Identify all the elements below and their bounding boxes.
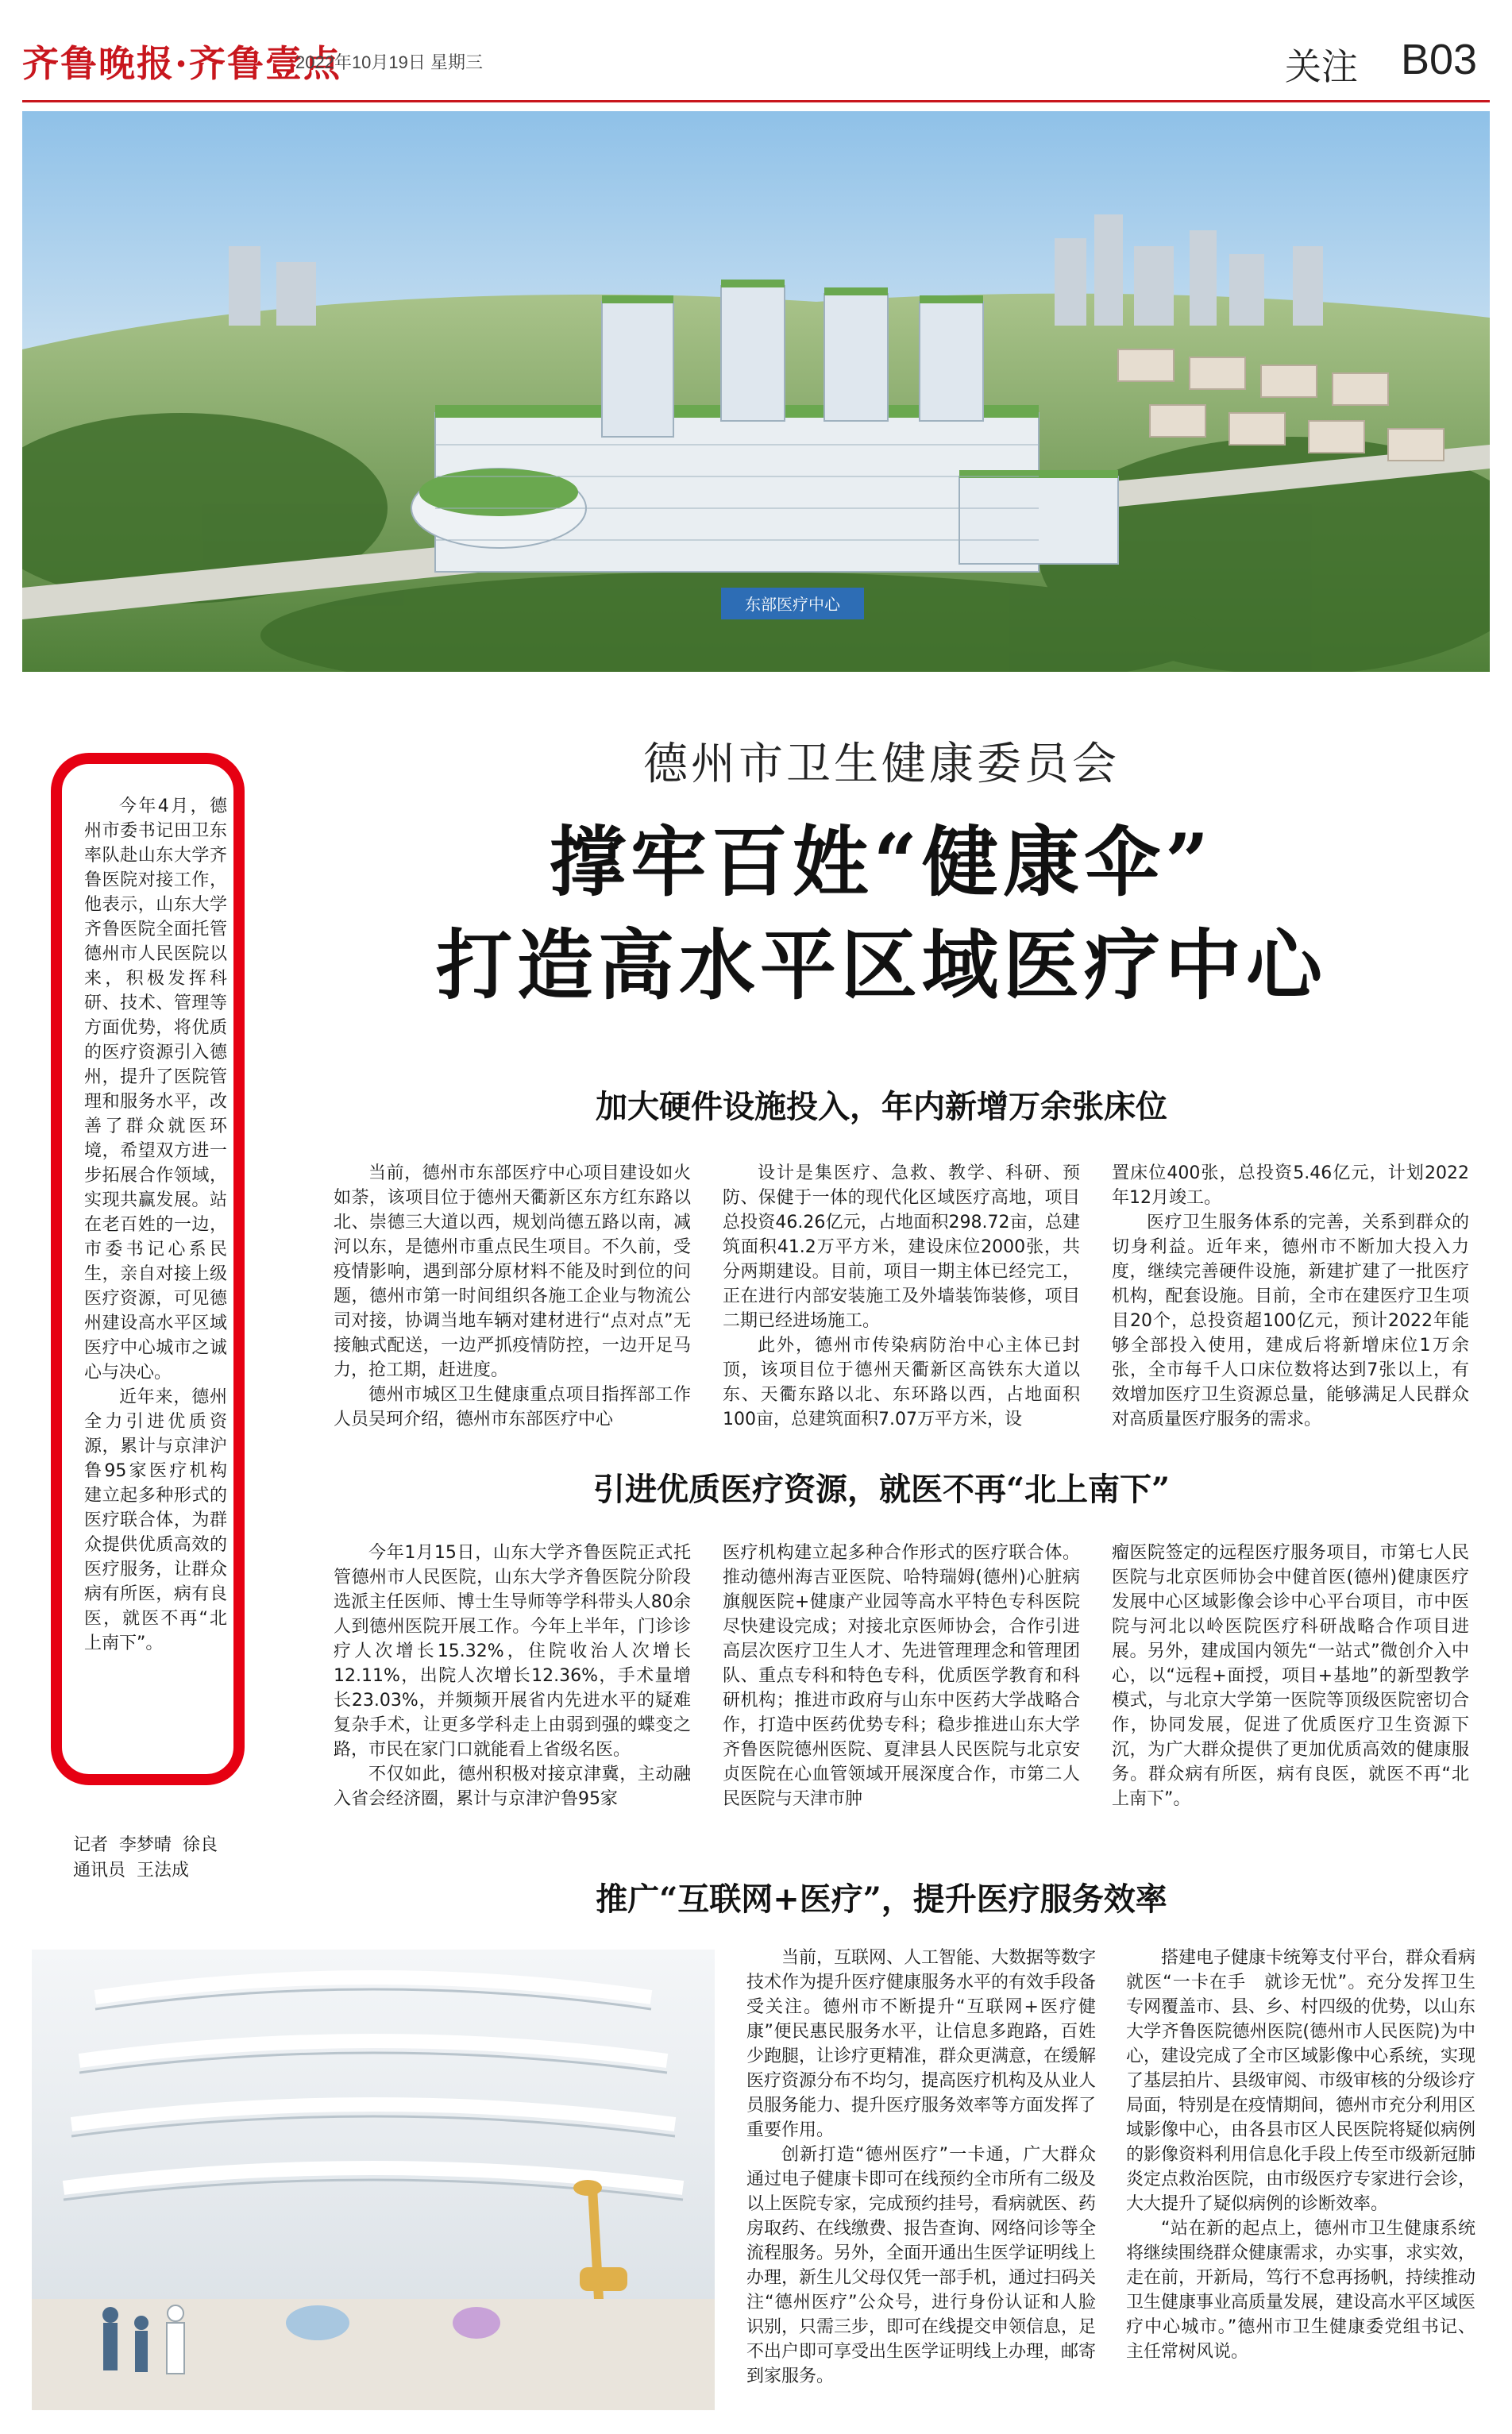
section-1-column-2 [723, 1161, 1080, 1432]
paragraph: 当前，互联网、人工智能、大数据等数字技术作为提升医疗健康服务水平的有效手段备受关注。德州市不断提升“互联网+医疗健康”便民惠民服务水平，让信息多跑路，百姓少跑腿，让诊疗更精准，群众更满意，在缓解医疗资源分布不均匀，提高医疗机构及从业人员服务能力、提升医疗服务效率等方面发挥了重要作用。 [746, 1948, 1097, 2140]
intro-sidebar-text [84, 794, 227, 1656]
section-2-column-2 [723, 1541, 1080, 1811]
paragraph: 今年1月15日，山东大学齐鲁医院正式托管德州市人民医院，山东大学齐鲁医院分阶段选派主任医师、博士生导师等学科带头人80余人到德州医院开展工作。今年上半年，门诊诊疗人次增长15.32%，住院收治人次增长12.11%，出院人次增长12.36%，手术量增长23.03%，并频频开展省内先进水平的疑难复杂手术，让更多学科走上由弱到强的蝶变之路，市民在家门口就能看上省级名医。 [334, 1543, 691, 1760]
header-rule [22, 100, 1490, 102]
byline-reporters: 记者 李梦晴 徐良 [73, 1835, 218, 1855]
issue-date: 2022年10月19日 星期三 [295, 52, 483, 72]
page-number: B03 [1401, 36, 1478, 83]
section-1-column-3 [1112, 1161, 1469, 1432]
section-2-column-1 [334, 1541, 691, 1811]
paragraph: 创新打造“德州医疗”一卡通，广大群众通过电子健康卡即可在线预约全市所有二级及以上医院专家，完成预约挂号，看病就医、药房取药、在线缴费、报告查询、网络问诊等全流程服务。另外，全面开通出生医学证明线上办理，新生儿父母仅凭一部手机，通过扫码关注“德州医疗”公众号，进行身份认证和人脸识别，只需三步，即可在线提交申领信息，足不出户即可享受出生医学证明线上办理，邮寄到家服务。 [746, 2145, 1097, 2386]
paragraph: 医疗机构建立起多种合作形式的医疗联合体。推动德州海吉亚医院、哈特瑞姆(德州)心脏病旗舰医院+健康产业园等高水平特色专科医院尽快建设完成；对接北京医师协会，合作引进高层次医疗卫生人才、先进管理理念和管理团队、重点专科和特色专科，优质医学教育和科研机构；推进市政府与山东中医药大学战略合作，打造中医药优势专科；稳步推进山东大学齐鲁医院德州医院、夏津县人民医院与北京安贞医院在心血管领域开展深度合作，市第二人民医院与天津市肿 [723, 1543, 1080, 1809]
section-name: 关注 [1285, 45, 1358, 88]
intro-paragraph: 今年4月，德州市委书记田卫东率队赴山东大学齐鲁医院对接工作，他表示，山东大学齐鲁医院全面托管德州市人民医院以来，积极发挥科研、技术、管理等方面优势，将优质的医疗资源引入德州，提升了医院管理和服务水平，改善了群众就医环境，希望双方进一步拓展合作领域，实现共赢发展。站在老百姓的一边，市委书记心系民生，亲自对接上级医疗资源，可见德州建设高水平区域医疗中心城市之诚心与决心。 [84, 797, 227, 1383]
headline-line-1: 撑牢百姓“健康伞” [549, 817, 1214, 907]
paragraph: 搭建电子健康卡统筹支付平台，群众看病就医“一卡在手 就诊无忧”。充分发挥卫生专网覆盖市、县、乡、村四级的优势，以山东大学齐鲁医院德州医院(德州市人民医院)为中心，建设完成了全市区域影像中心系统，实现了基层拍片、县级审阅、市级审核的分级诊疗局面，特别是在疫情期间，德州市充分利用区域影像中心，由各县市区人民医院将疑似病例的影像资料利用信息化手段上传至市级新冠肺炎定点救治医院，由市级医疗专家进行会诊，大大提升了疑似病例的诊断效率。 [1126, 1948, 1476, 2214]
paragraph: 当前，德州市东部医疗中心项目建设如火如荼，该项目位于德州天衢新区东方红东路以北、崇德三大道以西，规划尚德五路以南，减河以东，是德州市重点民生项目。不久前，受疫情影响，遇到部分原材料不能及时到位的问题，德州市第一时间组织各施工企业与物流公司对接，协调当地车辆对建材进行“点对点”无接触式配送，一边严抓疫情防控，一边开足马力，抢工期，赶进度。 [334, 1163, 691, 1380]
section-heading-1: 加大硬件设施投入，年内新增万余张床位 [596, 1088, 1167, 1125]
section-2-column-3 [1112, 1541, 1469, 1811]
paragraph: 德州市城区卫生健康重点项目指挥部工作人员吴珂介绍，德州市东部医疗中心 [334, 1385, 691, 1429]
paragraph: 瘤医院签定的远程医疗服务项目，市第七人民医院与北京医师协会中健首医(德州)健康医疗发展中心区域影像会诊中心平台项目，市中医院与河北以岭医院医疗科研战略合作项目进展。另外，建成国内领先“一站式”微创介入中心，以“远程+面授，项目+基地”的新型教学模式，与北京大学第一医院等顶级医院密切合作，协同发展，促进了优质医疗卫生资源下沉，为广大群众提供了更加优质高效的健康服务。群众病有所医，病有良医，就医不再“北上南下”。 [1112, 1543, 1469, 1809]
headline-line-2: 打造高水平区域医疗中心 [436, 920, 1327, 1010]
section-3-column-1 [746, 1946, 1096, 2389]
hospital-aerial-photo [22, 111, 1490, 672]
paragraph: 此外，德州市传染病防治中心主体已封顶，该项目位于德州天衢新区高铁东大道以东、天衢东路以北、东环路以西，占地面积100亩，总建筑面积7.07万平方米，设 [723, 1336, 1080, 1429]
intro-paragraph: 近年来，德州全力引进优质资源，累计与京津沪鲁95家医疗机构建立起多种形式的医疗联合体，为群众提供优质高效的医疗服务，让群众病有所医，病有良医，就医不再“北上南下”。 [84, 1387, 227, 1653]
hospital-interior-photo [32, 1950, 715, 2410]
paragraph: 设计是集医疗、急救、教学、科研、预防、保健于一体的现代化区域医疗高地，项目总投资46.26亿元，占地面积298.72亩，总建筑面积41.2万平方米，建设床位2000张，共分两期建设。目前，项目一期主体已经完工，正在进行内部安装施工及外墙装饰装修，项目二期已经进场施工。 [723, 1163, 1080, 1331]
paragraph: 置床位400张，总投资5.46亿元，计划2022年12月竣工。 [1112, 1163, 1469, 1208]
section-heading-2: 引进优质医疗资源，就医不再“北上南下” [592, 1471, 1170, 1508]
paragraph: “站在新的起点上，德州市卫生健康系统将继续围绕群众健康需求，办实事，求实效，走在前，开新局，笃行不怠再扬帆，持续推动卫生健康事业高质量发展，建设高水平区域医疗中心城市。”德州市卫生健康委党组书记、主任常树风说。 [1126, 2219, 1476, 2362]
hospital-sign: 东部医疗中心 [745, 595, 840, 614]
newspaper-logo: 齐鲁晚报·齐鲁壹点 [22, 42, 342, 85]
section-3-column-2 [1126, 1946, 1475, 2364]
article-kicker: 德州市卫生健康委员会 [643, 739, 1120, 790]
byline-correspondent: 通讯员 王法成 [73, 1861, 189, 1880]
paragraph: 不仅如此，德州积极对接京津冀，主动融入省会经济圈，累计与京津沪鲁95家 [334, 1765, 691, 1809]
section-heading-3: 推广“互联网+医疗”，提升医疗服务效率 [596, 1880, 1167, 1918]
section-1-column-1 [334, 1161, 691, 1432]
paragraph: 医疗卫生服务体系的完善，关系到群众的切身利益。近年来，德州市不断加大投入力度，继续完善硬件设施，新建扩建了一批医疗机构，配套设施。目前，全市在建医疗卫生项目20个，总投资超100亿元，预计2022年能够全部投入使用，建成后将新增床位1万余张，全市每千人口床位数将达到7张以上，有效增加医疗卫生资源总量，能够满足人民群众对高质量医疗服务的需求。 [1112, 1213, 1469, 1429]
byline [73, 1833, 218, 1884]
